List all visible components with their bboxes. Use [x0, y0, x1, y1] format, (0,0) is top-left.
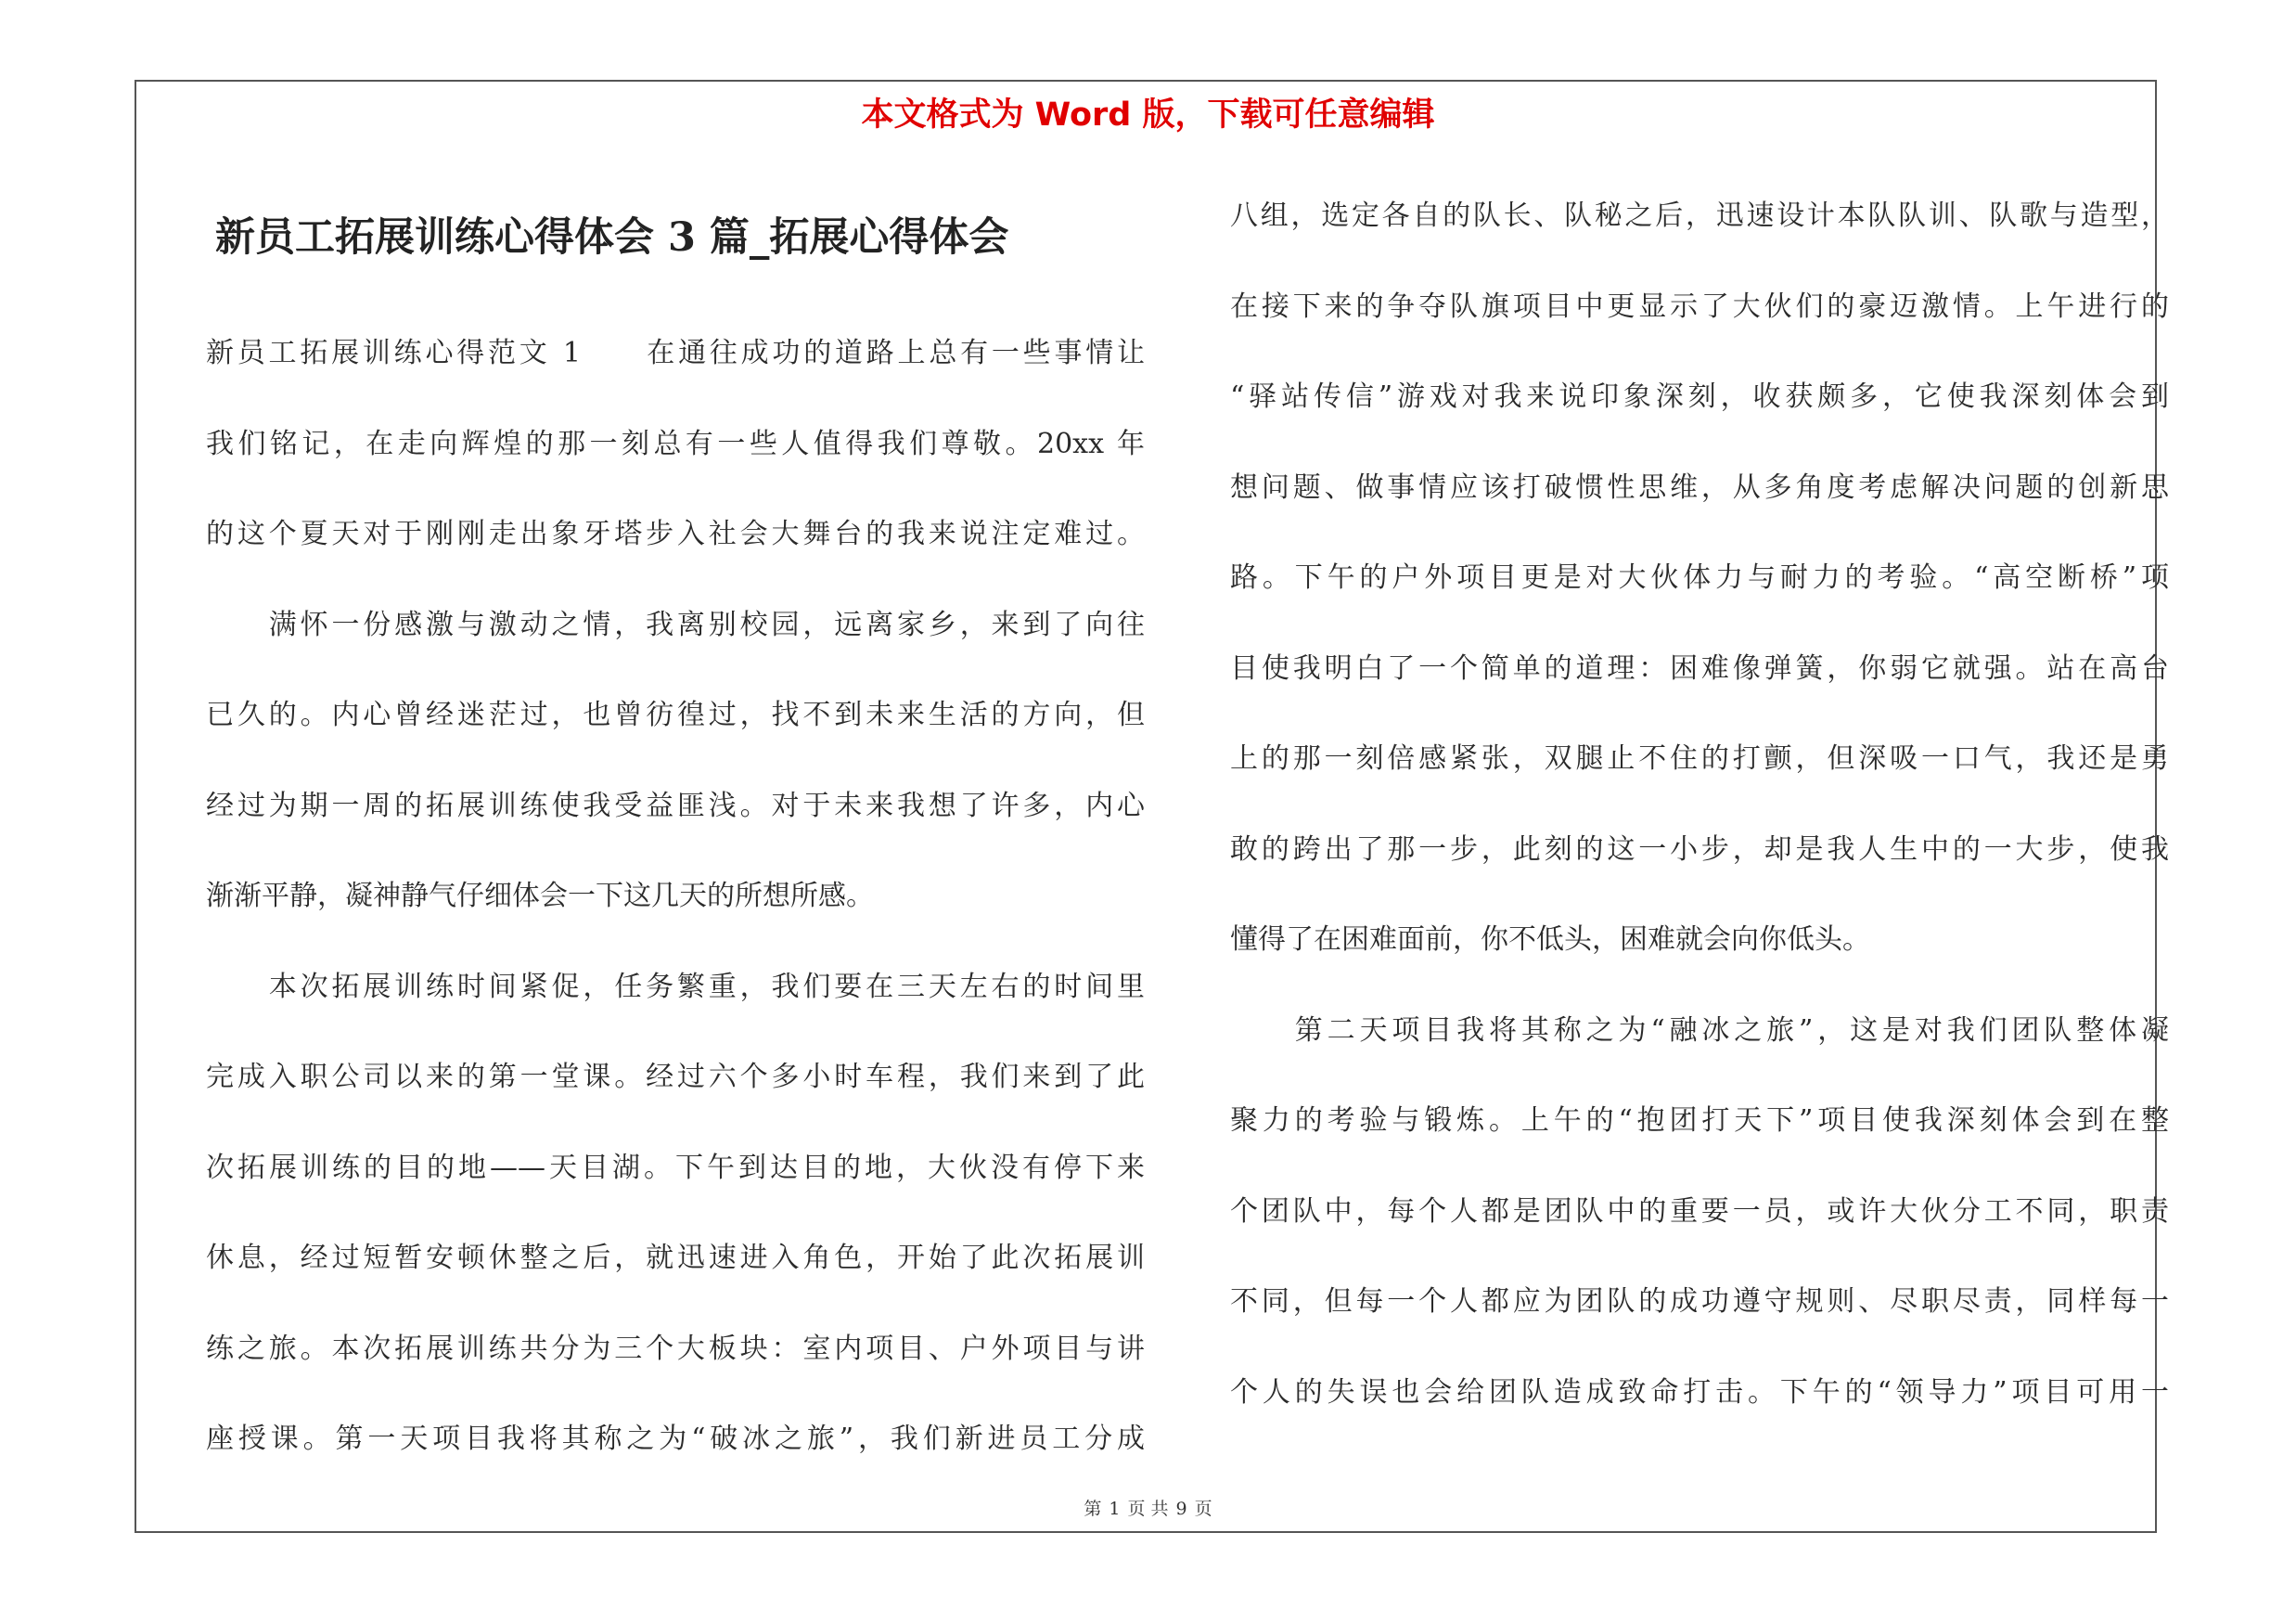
- text-line: 新员工拓展训练心得范文 1 在通往成功的道路上总有一些事情让: [206, 337, 1145, 369]
- text-line: 次拓展训练的目的地——天目湖。下午到达目的地，大伙没有停下来: [206, 1151, 1145, 1184]
- text-line: 上的那一刻倍感紧张，双腿止不住的打颤，但深吸一口气，我还是勇: [1230, 742, 2169, 775]
- text-line: 完成入职公司以来的第一堂课。经过六个多小时车程，我们来到了此: [206, 1061, 1145, 1093]
- text-line: 个团队中，每个人都是团队中的重要一员，或许大伙分工不同，职责: [1230, 1194, 2169, 1228]
- text-line: 已久的。内心曾经迷茫过，也曾彷徨过，找不到未来生活的方向，但: [206, 699, 1145, 731]
- text-line: 不同，但每一个人都应为团队的成功遵守规则、尽职尽责，同样每一: [1230, 1285, 2169, 1318]
- current-page-number: 1: [1109, 1499, 1121, 1519]
- text-line: “驿站传信”游戏对我来说印象深刻，收获颇多，它使我深刻体会到: [1230, 380, 2169, 413]
- text-line: 懂得了在困难面前，你不低头，困难就会向你低头。: [1230, 923, 1870, 956]
- text-line: 休息，经过短暂安顿休整之后，就迅速进入角色，开始了此次拓展训: [206, 1242, 1145, 1274]
- text-line: 我们铭记，在走向辉煌的那一刻总有一些人值得我们尊敬。20xx 年: [206, 427, 1145, 460]
- text-line: 练之旅。本次拓展训练共分为三个大板块：室内项目、户外项目与讲: [206, 1332, 1145, 1365]
- text-line: 经过为期一周的拓展训练使我受益匪浅。对于未来我想了许多，内心: [206, 789, 1145, 822]
- text-line: 本次拓展训练时间紧促，任务繁重，我们要在三天左右的时间里: [206, 970, 1145, 1003]
- text-line: 在接下来的争夺队旗项目中更显示了大伙们的豪迈激情。上午进行的: [1230, 290, 2169, 323]
- document-title: 新员工拓展训练心得体会 3 篇_拓展心得体会: [215, 214, 1009, 261]
- text-line: 目使我明白了一个简单的道理：困难像弹簧，你弱它就强。站在高台: [1230, 651, 2169, 685]
- text-line: 满怀一份感激与激动之情，我离别校园，远离家乡，来到了向往: [206, 608, 1145, 641]
- text-line: 个人的失误也会给团队造成致命打击。下午的“领导力”项目可用一: [1230, 1375, 2169, 1409]
- text-line: 八组，选定各自的队长、队秘之后，迅速设计本队队训、队歌与造型，: [1230, 200, 2169, 232]
- page-footer-middle: 页 共: [1127, 1499, 1169, 1519]
- page-footer: [0, 1495, 2296, 1520]
- page-footer-suffix: 页: [1194, 1499, 1212, 1519]
- page-footer-prefix: 第: [1084, 1499, 1102, 1519]
- text-line: 的这个夏天对于刚刚走出象牙塔步入社会大舞台的我来说注定难过。: [206, 518, 1145, 550]
- total-page-count: 9: [1175, 1499, 1187, 1519]
- text-line: 渐渐平静，凝神静气仔细体会一下这几天的所想所感。: [206, 880, 874, 912]
- text-line: 聚力的考验与锻炼。上午的“抱团打天下”项目使我深刻体会到在整: [1230, 1104, 2169, 1137]
- text-line: 座授课。第一天项目我将其称之为“破冰之旅”，我们新进员工分成: [206, 1423, 1145, 1455]
- text-line: 想问题、做事情应该打破惯性思维，从多角度考虑解决问题的创新思: [1230, 470, 2169, 504]
- text-line: 第二天项目我将其称之为“融冰之旅”，这是对我们团队整体凝: [1230, 1013, 2169, 1047]
- format-notice-banner: 本文格式为 Word 版，下载可任意编辑: [861, 97, 1435, 134]
- text-line: 敢的跨出了那一步，此刻的这一小步，却是我人生中的一大步，使我: [1230, 832, 2169, 866]
- text-line: 路。下午的户外项目更是对大伙体力与耐力的考验。“高空断桥”项: [1230, 561, 2169, 594]
